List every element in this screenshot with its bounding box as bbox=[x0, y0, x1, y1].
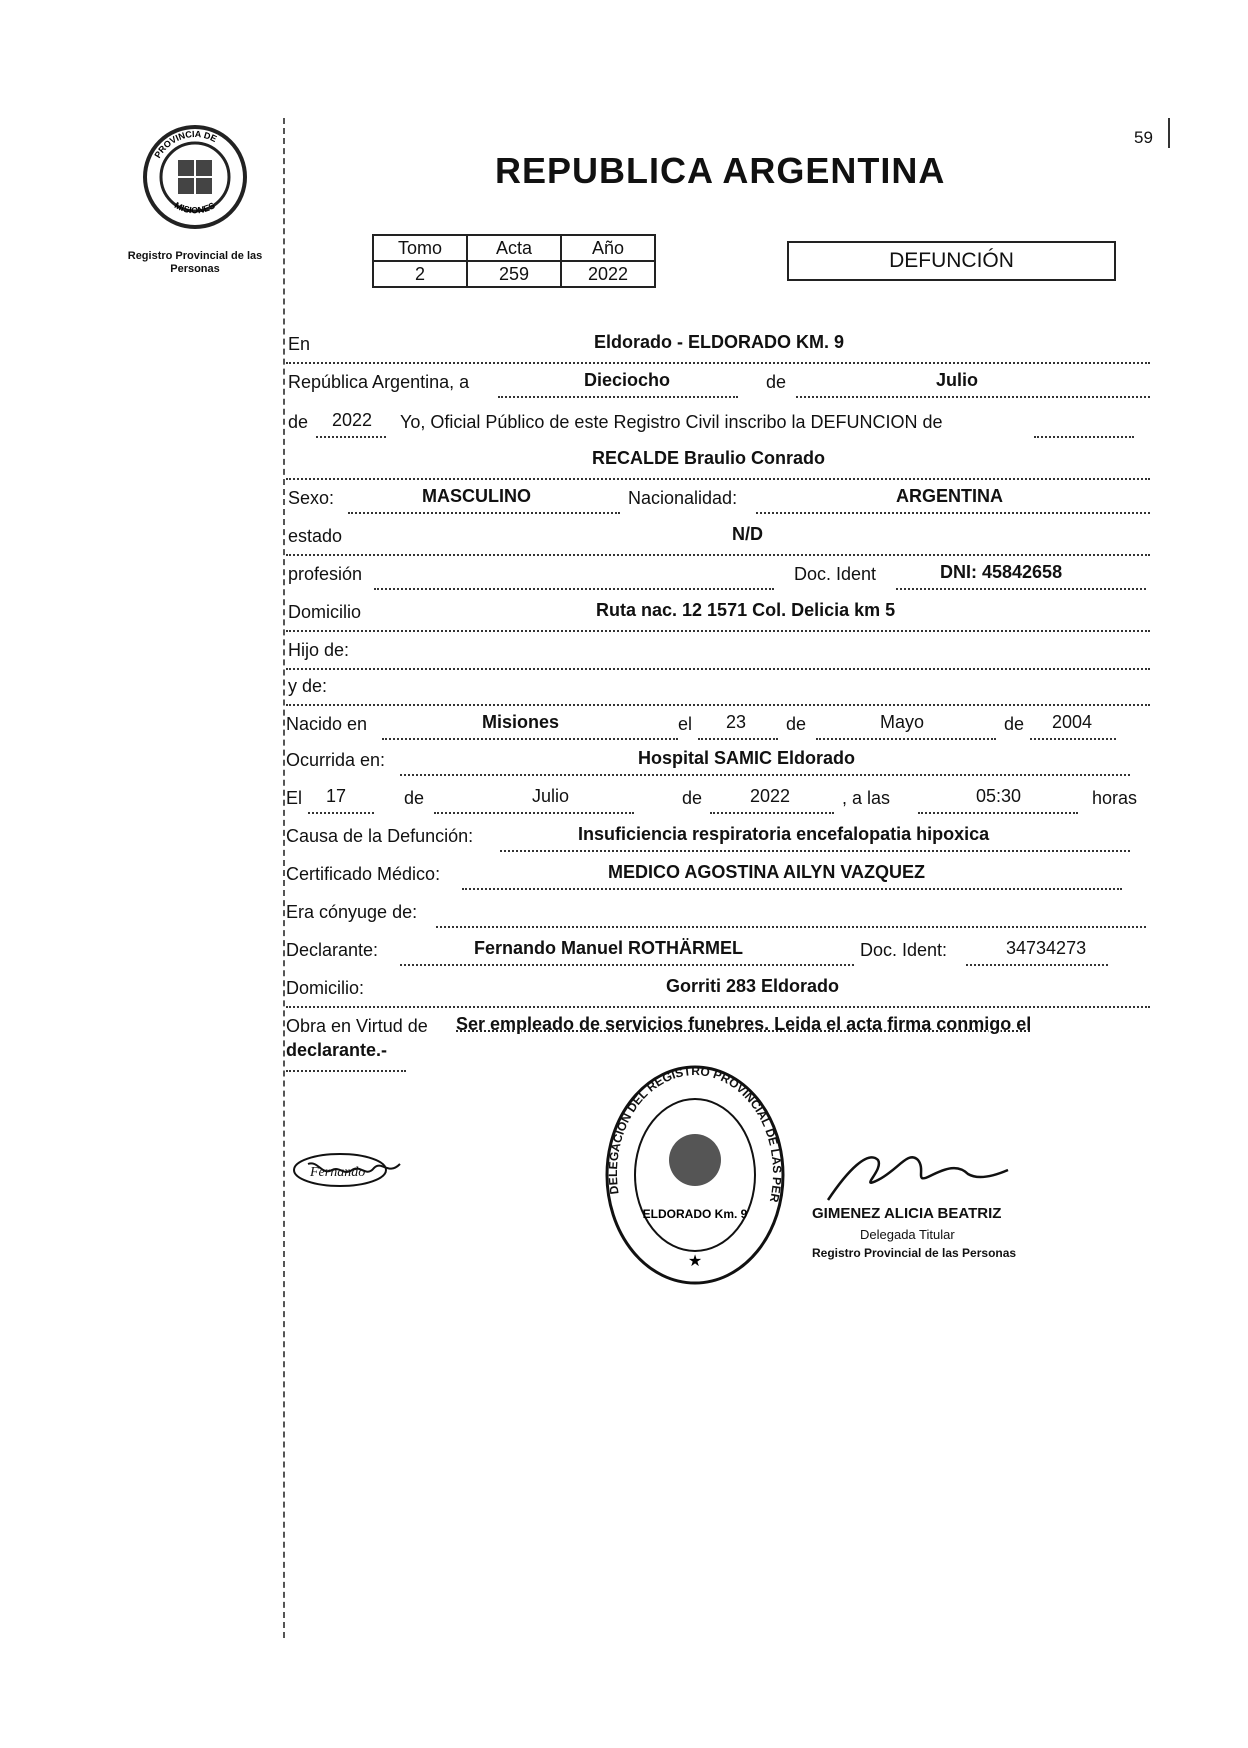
row-date bbox=[286, 368, 1150, 400]
muerte-anio: 2022 bbox=[750, 786, 791, 806]
row-obra-cont bbox=[286, 1038, 406, 1072]
row-certificado bbox=[286, 860, 1150, 892]
row-en bbox=[286, 330, 1150, 364]
obra-label: Obra en Virtud de bbox=[286, 1016, 428, 1036]
domicilio-value: Ruta nac. 12 1571 Col. Delicia km 5 bbox=[596, 600, 896, 620]
row-yo bbox=[286, 408, 1150, 440]
reference-table bbox=[372, 234, 656, 288]
declarant-signature-text: Fernando bbox=[310, 1165, 366, 1180]
record-type-box bbox=[787, 241, 1116, 281]
seal-star-icon: ★ bbox=[687, 1253, 703, 1270]
yo-text: Yo, Oficial Público de este Registro Civil inscribo la DEFUNCION de bbox=[400, 412, 943, 432]
record-type: DEFUNCIÓN bbox=[889, 249, 1014, 272]
nacido-anio: 2004 bbox=[1052, 712, 1093, 732]
en-value: Eldorado - ELDORADO KM. 9 bbox=[594, 332, 845, 352]
row-deceased bbox=[286, 446, 1150, 480]
causa-value: Insuficiencia respiratoria encefalopatia hipoxica bbox=[578, 824, 990, 844]
obra-value: Ser empleado de servicios funebres. Leida el acta firma conmigo el bbox=[456, 1014, 1032, 1034]
row-domicilio2 bbox=[286, 974, 1150, 1008]
alas-label: , a las bbox=[842, 788, 891, 808]
de-3: de bbox=[786, 714, 807, 734]
doc-label: Doc. Ident bbox=[794, 564, 877, 584]
row-fecha-muerte bbox=[286, 784, 1150, 816]
tomo-header: Tomo bbox=[373, 235, 467, 261]
el2-label: El bbox=[286, 788, 303, 808]
row-estado bbox=[286, 522, 1150, 556]
right-margin-mark bbox=[1168, 118, 1170, 148]
row-domicilio bbox=[286, 598, 1150, 632]
year-value: 2022 bbox=[332, 410, 373, 430]
nacido-mes: Mayo bbox=[880, 712, 925, 732]
doc-value: DNI: 45842658 bbox=[940, 562, 1063, 582]
obra-value-2: declarante.- bbox=[286, 1040, 388, 1060]
el-label: el bbox=[678, 714, 693, 734]
acta-header: Acta bbox=[467, 235, 561, 261]
row-yde bbox=[286, 672, 1150, 706]
nacido-dia: 23 bbox=[726, 712, 747, 732]
declarant-signature bbox=[288, 1140, 418, 1205]
declarante-value: Fernando Manuel ROTHÄRMEL bbox=[474, 938, 743, 958]
anio-header: Año bbox=[561, 235, 655, 261]
ocurrida-label: Ocurrida en: bbox=[286, 750, 386, 770]
left-margin-line bbox=[283, 118, 285, 1638]
yde-label: y de: bbox=[288, 676, 328, 696]
muerte-mes: Julio bbox=[532, 786, 570, 806]
seal-inner-text: ELDORADO Km. 9 bbox=[642, 1207, 748, 1221]
province-emblem bbox=[140, 122, 250, 237]
official-signature bbox=[818, 1140, 1018, 1215]
page-number: 59 bbox=[1134, 128, 1153, 147]
domicilio2-value: Gorriti 283 Eldorado bbox=[666, 976, 840, 996]
de-1: de bbox=[766, 372, 787, 392]
page-title: REPUBLICA ARGENTINA bbox=[495, 150, 946, 191]
acta-value: 259 bbox=[467, 261, 561, 287]
row-profesion bbox=[286, 560, 1150, 592]
causa-label: Causa de la Defunción: bbox=[286, 826, 474, 846]
certificado-value: MEDICO AGOSTINA AILYN VAZQUEZ bbox=[608, 862, 926, 882]
certificado-label: Certificado Médico: bbox=[286, 864, 441, 884]
de-2: de bbox=[288, 412, 309, 432]
seal-ring-text: DELEGACION DEL REGISTRO PROVINCIAL DE LAS PER bbox=[605, 1064, 785, 1204]
de-6: de bbox=[682, 788, 703, 808]
official-name: GIMENEZ ALICIA BEATRIZ bbox=[812, 1205, 1002, 1222]
horas-label: horas bbox=[1092, 788, 1138, 808]
de-5: de bbox=[404, 788, 425, 808]
row-hijo bbox=[286, 636, 1150, 670]
official-org: Registro Provincial de las Personas bbox=[812, 1246, 1017, 1260]
official-seal bbox=[600, 1060, 790, 1295]
domicilio-label: Domicilio bbox=[288, 602, 362, 622]
conyuge-label: Era cónyuge de: bbox=[286, 902, 418, 922]
anio-value: 2022 bbox=[561, 261, 655, 287]
row-nacido bbox=[286, 710, 1150, 742]
doc2-label: Doc. Ident: bbox=[860, 940, 948, 960]
deceased-name: RECALDE Braulio Conrado bbox=[592, 448, 826, 468]
nacido-lugar: Misiones bbox=[482, 712, 560, 732]
domicilio2-label: Domicilio: bbox=[286, 978, 365, 998]
rep-label: República Argentina, a bbox=[288, 372, 470, 392]
month-value: Julio bbox=[936, 370, 979, 390]
emblem-top-text: PROVINCIA DE bbox=[152, 128, 219, 160]
tomo-value: 2 bbox=[373, 261, 467, 287]
sexo-value: MASCULINO bbox=[422, 486, 531, 506]
row-conyuge bbox=[286, 898, 1150, 930]
estado-label: estado bbox=[288, 526, 343, 546]
en-label: En bbox=[288, 334, 311, 354]
row-declarante bbox=[286, 936, 1150, 968]
emblem-bottom-text: MISIONES bbox=[172, 200, 217, 216]
row-sexo bbox=[286, 484, 1150, 516]
row-obra bbox=[286, 1012, 1150, 1044]
hijo-label: Hijo de: bbox=[288, 640, 350, 660]
ocurrida-value: Hospital SAMIC Eldorado bbox=[638, 748, 856, 768]
declarante-label: Declarante: bbox=[286, 940, 379, 960]
profesion-label: profesión bbox=[288, 564, 363, 584]
registry-label: Registro Provincial de las Personas bbox=[127, 250, 263, 275]
row-causa bbox=[286, 822, 1150, 854]
muerte-dia: 17 bbox=[326, 786, 347, 806]
svg-text:MISIONES bbox=[173, 200, 217, 215]
nacionalidad-label: Nacionalidad: bbox=[628, 488, 738, 508]
sexo-label: Sexo: bbox=[288, 488, 335, 508]
day-words: Dieciocho bbox=[584, 370, 671, 390]
estado-value: N/D bbox=[732, 524, 763, 544]
row-ocurrida bbox=[286, 746, 1150, 778]
nacido-label: Nacido en bbox=[286, 714, 368, 734]
doc2-value: 34734273 bbox=[1006, 938, 1087, 958]
de-4: de bbox=[1004, 714, 1025, 734]
official-role: Delegada Titular bbox=[860, 1227, 955, 1242]
muerte-hora: 05:30 bbox=[976, 786, 1022, 806]
nacionalidad-value: ARGENTINA bbox=[896, 486, 1003, 506]
